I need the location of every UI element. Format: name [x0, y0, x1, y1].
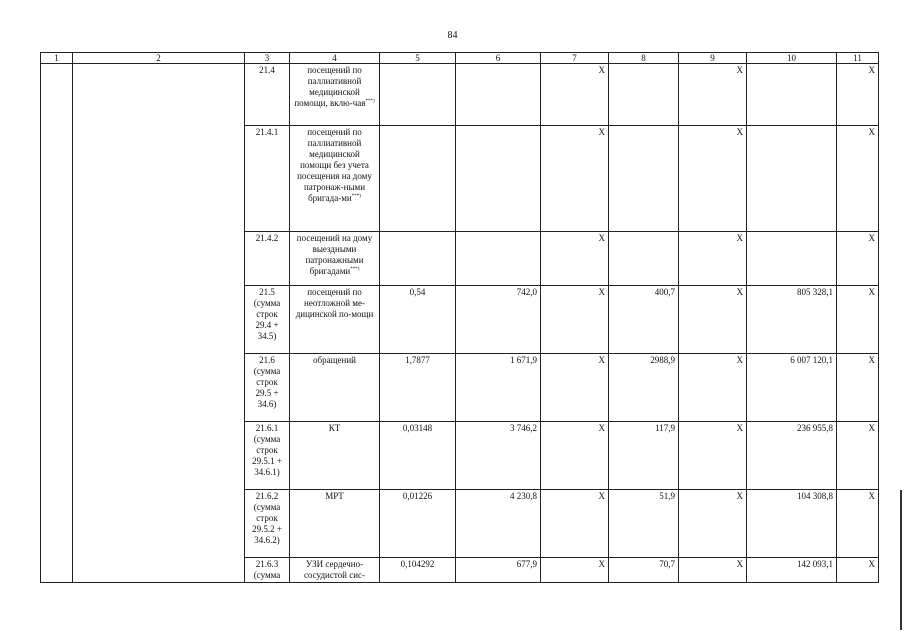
cell-col-9: X [679, 558, 747, 583]
cell-col-8 [609, 232, 679, 286]
header-col-10: 10 [747, 53, 837, 64]
row-indicator-text: посещений по неотложной ме-дицинской по-мощи [295, 287, 374, 319]
row-number: 21.6.3 (сумма [245, 558, 290, 583]
cell-col-7: X [541, 286, 609, 354]
cell-col-2 [73, 64, 245, 583]
cell-col-10: 805 328,1 [747, 286, 837, 354]
cell-col-5: 0,54 [380, 286, 456, 354]
cell-col-5: 0,104292 [380, 558, 456, 583]
cell-col-10: 236 955,8 [747, 422, 837, 490]
cell-col-6: 742,0 [456, 286, 541, 354]
cell-col-11: X [837, 286, 879, 354]
cell-col-5 [380, 232, 456, 286]
data-table [40, 52, 879, 583]
cell-col-7: X [541, 354, 609, 422]
cell-col-10: 142 093,1 [747, 558, 837, 583]
page-number: 84 [447, 30, 458, 41]
row-indicator [290, 126, 380, 232]
row-indicator-text: посещений по паллиативной медицинской помощи, вклю-чая [294, 65, 366, 108]
cell-col-11: X [837, 558, 879, 583]
cell-col-8: 70,7 [609, 558, 679, 583]
table-row [41, 64, 879, 126]
cell-col-5 [380, 126, 456, 232]
cell-col-9: X [679, 64, 747, 126]
row-indicator-text: УЗИ сердечно-сосудистой сис- [303, 559, 366, 580]
cell-col-11: X [837, 422, 879, 490]
cell-col-7: X [541, 558, 609, 583]
cell-col-5: 1,7877 [380, 354, 456, 422]
cell-col-7: X [541, 232, 609, 286]
row-indicator [290, 354, 380, 422]
cell-col-8: 2988,9 [609, 354, 679, 422]
header-col-5: 5 [380, 53, 456, 64]
header-col-6: 6 [456, 53, 541, 64]
row-indicator-text: посещений по паллиативной медицинской помощи без учета посещения на дому патронаж-ными бригада-ми [297, 127, 372, 203]
cell-col-6 [456, 232, 541, 286]
cell-col-7: X [541, 490, 609, 558]
cell-col-10: 6 007 120,1 [747, 354, 837, 422]
row-number: 21.6.2 (сумма строк 29.5.2 + 34.6.2) [245, 490, 290, 558]
row-indicator-text: обращений [313, 355, 356, 365]
cell-col-10: 104 308,8 [747, 490, 837, 558]
column-number-row [41, 53, 879, 64]
cell-col-1 [41, 64, 73, 583]
row-number: 21.4.2 [245, 232, 290, 286]
cell-col-6 [456, 64, 541, 126]
cell-col-5: 0,01226 [380, 490, 456, 558]
footnote-mark: ***) [350, 267, 360, 272]
row-number: 21.4.1 [245, 126, 290, 232]
cell-col-7: X [541, 126, 609, 232]
cell-col-5 [380, 64, 456, 126]
cell-col-9: X [679, 232, 747, 286]
cell-col-6: 677,9 [456, 558, 541, 583]
cell-col-7: X [541, 422, 609, 490]
header-col-1: 1 [41, 53, 73, 64]
cell-col-9: X [679, 354, 747, 422]
cell-col-11: X [837, 354, 879, 422]
cell-col-8: 400,7 [609, 286, 679, 354]
cell-col-10 [747, 64, 837, 126]
cell-col-9: X [679, 286, 747, 354]
header-col-2: 2 [73, 53, 245, 64]
footnote-mark: ***) [365, 99, 375, 104]
cell-col-9: X [679, 422, 747, 490]
cell-col-9: X [679, 126, 747, 232]
row-indicator-text: посещений на дому выездными патронажными бригадами [296, 233, 373, 276]
row-indicator [290, 422, 380, 490]
row-indicator-text: КТ [328, 423, 341, 433]
row-indicator [290, 286, 380, 354]
row-number: 21.5 (сумма строк 29.4 + 34.5) [245, 286, 290, 354]
cell-col-6: 4 230,8 [456, 490, 541, 558]
cell-col-11: X [837, 232, 879, 286]
cell-col-8: 117,9 [609, 422, 679, 490]
row-number: 21.4 [245, 64, 290, 126]
cell-col-11: X [837, 64, 879, 126]
cell-col-6: 3 746,2 [456, 422, 541, 490]
row-number: 21.6 (сумма строк 29.5 + 34.6) [245, 354, 290, 422]
header-col-8: 8 [609, 53, 679, 64]
cell-col-10 [747, 232, 837, 286]
footnote-mark: ***) [351, 194, 361, 199]
cell-col-8 [609, 64, 679, 126]
header-col-4: 4 [290, 53, 380, 64]
row-indicator-text: МРТ [325, 491, 344, 501]
page-edge-line [900, 490, 902, 630]
row-indicator [290, 558, 380, 583]
cell-col-7: X [541, 64, 609, 126]
cell-col-5: 0,03148 [380, 422, 456, 490]
cell-col-11: X [837, 126, 879, 232]
cell-col-8 [609, 126, 679, 232]
row-indicator [290, 232, 380, 286]
cell-col-6 [456, 126, 541, 232]
cell-col-8: 51,9 [609, 490, 679, 558]
row-number: 21.6.1 (сумма строк 29.5.1 + 34.6.1) [245, 422, 290, 490]
row-indicator [290, 490, 380, 558]
cell-col-11: X [837, 490, 879, 558]
header-col-9: 9 [679, 53, 747, 64]
header-col-7: 7 [541, 53, 609, 64]
cell-col-6: 1 671,9 [456, 354, 541, 422]
row-indicator [290, 64, 380, 126]
cell-col-10 [747, 126, 837, 232]
cell-col-9: X [679, 490, 747, 558]
header-col-11: 11 [837, 53, 879, 64]
header-col-3: 3 [245, 53, 290, 64]
